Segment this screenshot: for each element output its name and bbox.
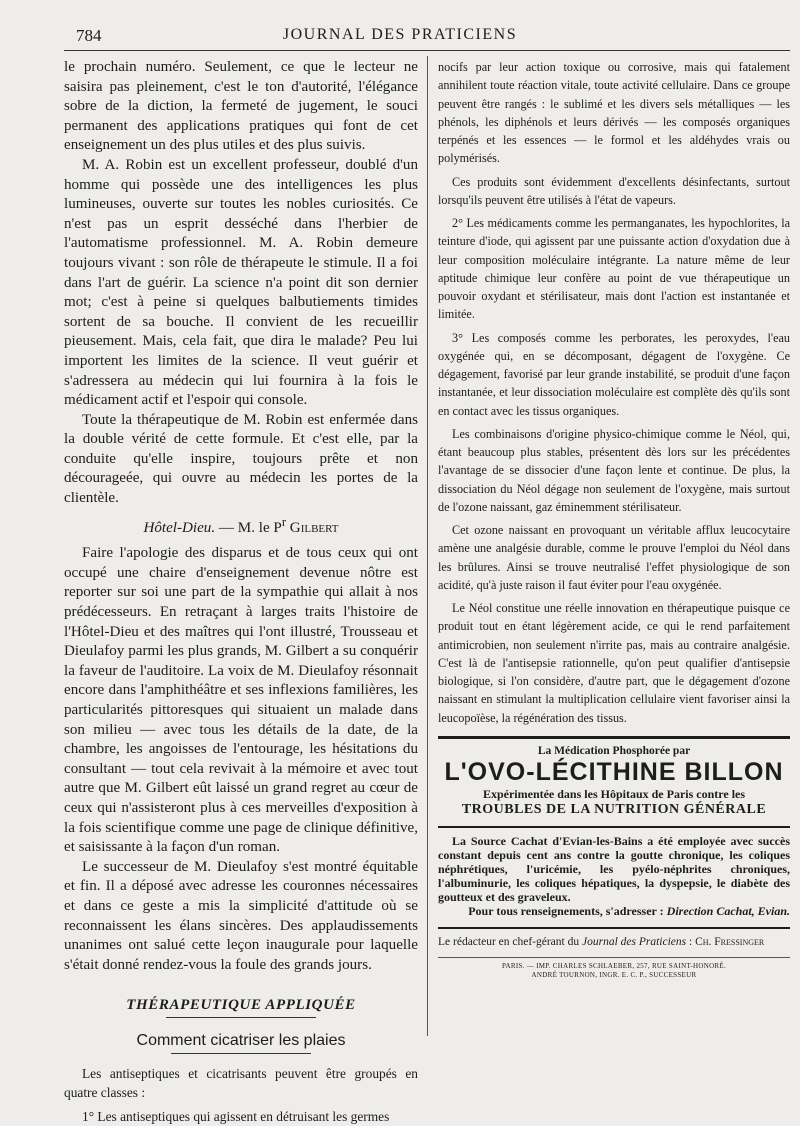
ad-contact-prefix: Pour tous renseignements, s'adresser : — [468, 903, 667, 918]
page-number: 784 — [76, 26, 102, 45]
header-rule — [64, 50, 790, 51]
paragraph: Le successeur de M. Dieulafoy s'est montré équitable et fin. Il a déposé avec adresse les couronnes nécessaires et dans ce geste a mis la simplicité d'attitude où se reconnaissent les élans sincères. Des applaudissements unanimes ont salué cette leçon inaugurale pour laquelle s'était donné rendez-vous la foule des grands jours. — [64, 858, 418, 973]
right-column — [438, 58, 790, 1033]
column-rule — [427, 56, 428, 1036]
paragraph: 2° Les médicaments comme les permanganates, les hypochlorites, la teinture d'iode, qui agissent par une puissante action d'oxydation due à leur composition moléculaire intégrante. La nature même de leur aptitude chimique leur confère au point de vue thérapeutique un pouvoir oxydant et stérilisateur, mais dont l'action est instantanée et limitée. — [438, 216, 790, 322]
printer-rule — [438, 957, 790, 958]
ad-paragraph: La Source Cachat d'Evian-les-Bains a été employée avec succès constant depuis cent ans contre la goutte chronique, les coliques néphrétiques, l'uricémie, les pyélo-néphrites chroniques, l'albuminurie, les coliques hépatiques, la dyspepsie, le diabète des goutteux et des graveleux. — [438, 833, 790, 904]
journal-title: JOURNAL DES PRATICIENS — [282, 26, 518, 43]
lecture-heading — [64, 513, 418, 539]
ad-subline: Expérimentée dans les Hôpitaux de Paris contre les — [482, 786, 746, 801]
paragraph: le prochain numéro. Seulement, ce que le lecteur ne saisira pas pleinement, c'est le ton d'autorité, l'élégance sobre de la diction, la fermeté de jugement, le souci permanent des applications pratiques qui font de cet enseignement un des plus utiles et des plus suivis. — [64, 59, 418, 154]
editor-name: Ch. Fressinger — [695, 935, 765, 948]
printer-line-2: ANDRÉ TOURNON, INGR. E. C. P., SUCCESSEUR — [531, 970, 697, 979]
ad-intro: La Médication Phosphorée par — [537, 744, 691, 757]
editor-prefix: Le rédacteur en chef-gérant du — [438, 935, 582, 948]
footer-separator — [438, 927, 790, 929]
paragraph: 3° Les composés comme les perborates, les peroxydes, l'eau oxygénée qui, en se décomposant, dégagent de l'oxygène. Ce dégagement, favorisé par leur grande instabilité, se produit d'une façon instantanée, et leur dissociation moléculaire est complète dès qu'ils sont en contact avec les tissus organiques. — [438, 330, 790, 418]
left-column — [64, 58, 418, 1125]
paragraph: 1° Les antiseptiques qui agissent en détruisant les germes — [82, 1109, 390, 1125]
editor-journal: Journal des Praticiens — [581, 935, 687, 948]
paragraph: Les antiseptiques et cicatrisants peuvent être groupés en quatre classes : — [64, 1066, 418, 1101]
paragraph: Toute la thérapeutique de M. Robin est enfermée dans la double vérité de cette formule. Et c'est elle, par la conduite qu'elle inspire, toujours prête et non décourageée, qui ouvre au médecin les portes de la clientèle. — [64, 411, 418, 507]
lecture-place: Hôtel-Dieu. — [143, 519, 216, 536]
paragraph: Les combinaisons d'origine physico-chimique comme le Néol, qui, étant beaucoup plus stables, présentent dès lors sur les précédentes l'avantage de se dissocier d'une façon lente et continue. De plus, la dissociation du Néol dégage non seulement de l'oxygène, mais surtout de l'ozone naissant, gaz éminemment stérilisateur. — [438, 426, 790, 514]
editor-line — [438, 933, 790, 951]
paragraph: nocifs par leur action toxique ou corrosive, mais qui fatalement annihilent toute réaction vitale, toute activité cellulaire. Dans ce groupe peuvent être rangés : le sublimé et les divers sels métalliques — les phénols, les diphénols et leurs dérivés — les composés organiques terpénés et les essences — le formol et les aldéhydes vrais ou polymérisés. — [438, 60, 790, 166]
lecture-professor: Gilbert — [286, 519, 339, 536]
paragraph: Ces produits sont évidemment d'excellents désinfectants, surtout lorsqu'ils peuvent être utilisés à l'état de vapeurs. — [438, 174, 790, 207]
paragraph: M. A. Robin est un excellent professeur, doublé d'un homme qui possède une des intelligences les plus lumineuses, ouverte sur toutes les nobles curiosités. Ce n'est pas un esprit desséché dans l'herbier de l'automatisme professionnel. M. A. Robin demeure toujours vivant : son rôle de thérapeute le stimule. Il a foi dans l'art de guérir. La science n'a point dit son dernier mot; c'est à peine si quelques balbutiements timides sortent de sa bouche. Il convient de les recueillir pieusement. Mais, cela fait, que dira le malade? Peu lui importent les limites de la science. Il veut guérir et s'adressera au médecin qui lui fournira à la fois le médicament actif et l'espoir qui console. — [64, 156, 418, 409]
paragraph: Le Néol constitue une réelle innovation en thérapeutique puisque ce produit tout en étant légèrement acide, ce qui le rend parfaitement antimicrobien, non seulement n'irrite pas, mais au contraire analgésie. C'est là de l'antisepsie rationnelle, qu'on peut qualifier d'antisepsie biologique, si l'on considère, d'autre part, que le dégagement d'ozone naissant en stimulant la multiplication cellulaire vient favoriser ainsi la leucopoïèse, la régénération des tissus. — [438, 601, 790, 725]
advertisement-ovo-lecithine — [438, 736, 790, 818]
lecture-title-sup: r — [281, 514, 287, 529]
section-underline — [166, 1017, 316, 1018]
page-header — [0, 26, 800, 50]
lecture-dash: — M. le P — [215, 519, 282, 536]
ad-contact-direction: Direction Cachat, Evian. — [666, 903, 790, 918]
article-title: Comment cicatriser les plaies — [136, 1032, 346, 1050]
ad-indication: TROUBLES DE LA NUTRITION GÉNÉRALE — [461, 801, 767, 817]
paragraph: Faire l'apologie des disparus et de tous ceux qui ont occupé une chaire d'enseignement devenue nôtre est reporter sur soi une part de la sympathie qui allait à nos prédécesseurs. En retraçant à larges traits l'histoire de l'Hôtel-Dieu et des maîtres qui l'ont illustré, Trousseau et Dieulafoy parmi les plus grands, M. Gilbert a su conquérir la faveur de l'auditoire. La voix de M. Dieulafoy résonnait encore dans l'amphithéâtre et ses inflexions familières, les particularités pittoresques qui situaient un malade dans son milieu — avec tous les détails de la date, de la chambre, les angoisses de l'entourage, les hésitations du consultant — tout cela revivait à la mémoire et avec tout autre que M. Gilbert eût laissé un grand regret au cœur de ceux qui n'assisteront plus à ces merveilles d'exposition à la fois scientifique comme une page de clinique définitive, et saisissante à la façon d'un roman. — [64, 545, 418, 856]
editor-sep: : — [686, 935, 696, 948]
printer-line-1: PARIS. — IMP. CHARLES SCHLAEBER, 257, RUE SAINT-HONORÉ. — [501, 961, 727, 970]
article-underline — [171, 1053, 311, 1054]
section-title: THÉRAPEUTIQUE APPLIQUÉE — [126, 997, 356, 1014]
advertisement-source-cachat — [438, 834, 790, 919]
paragraph: Cet ozone naissant en provoquant un véritable afflux leucocytaire amène une analgésie durable, comme le prouve l'emploi du Néol dans les brûlures. Ainsi se trouve neutralisé l'effet physiologique de son acidité, qu'à juste raison il faut éviter pour l'eau oxygénée. — [438, 523, 790, 592]
ad-contact — [438, 904, 790, 919]
ad-brand: L'OVO-LÉCITHINE BILLON — [444, 757, 784, 786]
ad-separator — [438, 826, 790, 828]
